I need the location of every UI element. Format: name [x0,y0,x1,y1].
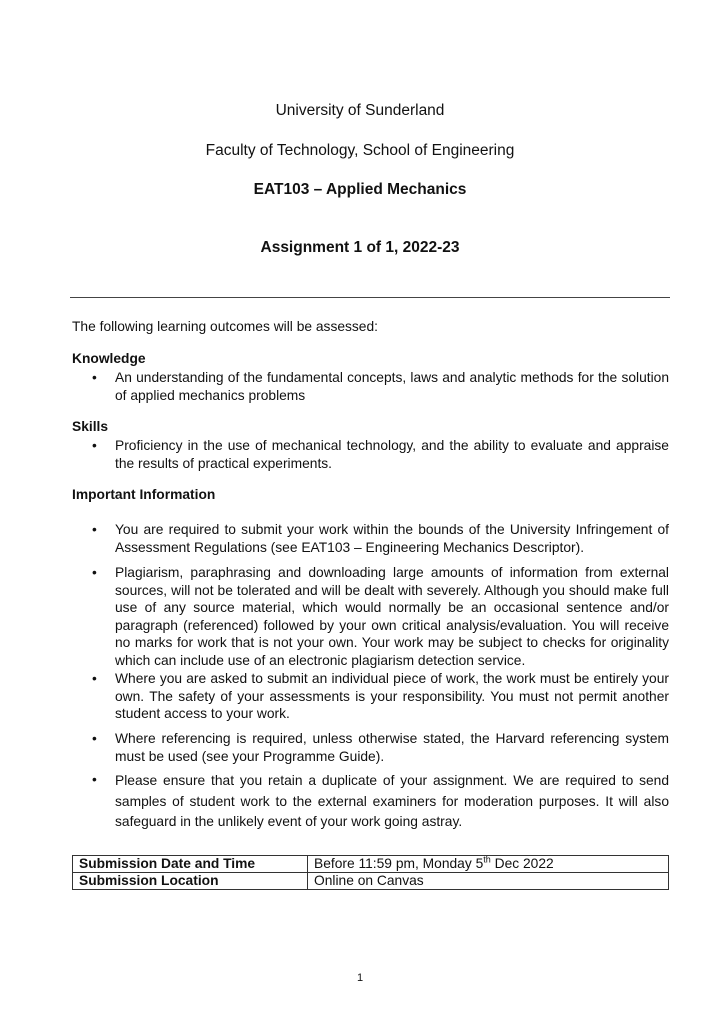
bullet-icon: • [92,438,97,453]
submission-location-value: Online on Canvas [308,873,669,890]
horizontal-divider [70,297,670,298]
submission-date-text: Before 11:59 pm, Monday 5 [314,856,484,871]
bullet-icon: • [92,671,97,686]
bullet-icon: • [92,731,97,746]
table-row [73,873,669,890]
info-bullet-text: You are required to submit your work within the bounds of the University Infringement of Assessment Regulations (see EAT103 – Engineering Mechanics Descriptor). [115,522,669,555]
page-number: 1 [356,972,364,984]
submission-date-value [308,856,669,873]
skills-bullet-text: Proficiency in the use of mechanical technology, and the ability to evaluate and appraise the results of practical experiments. [115,438,669,471]
intro-text: The following learning outcomes will be assessed: [72,319,378,334]
submission-date-label: Submission Date and Time [73,856,308,873]
table-row [73,856,669,873]
info-bullet-text: Where referencing is required, unless otherwise stated, the Harvard referencing system must be used (see your Programme Guide). [115,731,669,764]
bullet-icon: • [92,522,97,537]
info-bullet-text: Plagiarism, paraphrasing and downloading large amounts of information from external sources, will not be tolerated and will be dealt with severely. Although you should make full use of any source material, which would normally be an occasional sentence and/or paragraph (referenced) followed by your own critical analysis/evaluation. You will receive no marks for work that is not your own. Your work may be subject to checks for originality which can include use of an electronic plagiarism detection service. [115,565,669,668]
bullet-icon: • [92,772,97,787]
module-title: EAT103 – Applied Mechanics [253,181,467,198]
submission-table [72,855,669,890]
info-bullet-text: Please ensure that you retain a duplicate of your assignment. We are required to send samples of student work to the external examiners for moderation purposes. It will also safeguard in the unlikely event of your work going astray. [115,773,669,829]
faculty-name: Faculty of Technology, School of Engineering [205,142,515,159]
date-ordinal-suffix: th [483,854,491,865]
bullet-icon: • [92,565,97,580]
important-info-heading: Important Information [72,487,216,502]
skills-heading: Skills [72,419,109,434]
knowledge-heading: Knowledge [72,351,146,366]
info-bullet-text: Where you are asked to submit an individual piece of work, the work must be entirely your own. The safety of your assessments is your responsibility. You must not permit another student access to your work. [115,671,669,721]
submission-location-label: Submission Location [73,873,308,890]
assignment-title: Assignment 1 of 1, 2022-23 [260,239,460,256]
knowledge-bullet-text: An understanding of the fundamental concepts, laws and analytic methods for the solution of applied mechanics problems [115,370,669,403]
university-name: University of Sunderland [275,102,445,119]
submission-date-text-end: Dec 2022 [490,856,554,871]
bullet-icon: • [92,370,97,385]
